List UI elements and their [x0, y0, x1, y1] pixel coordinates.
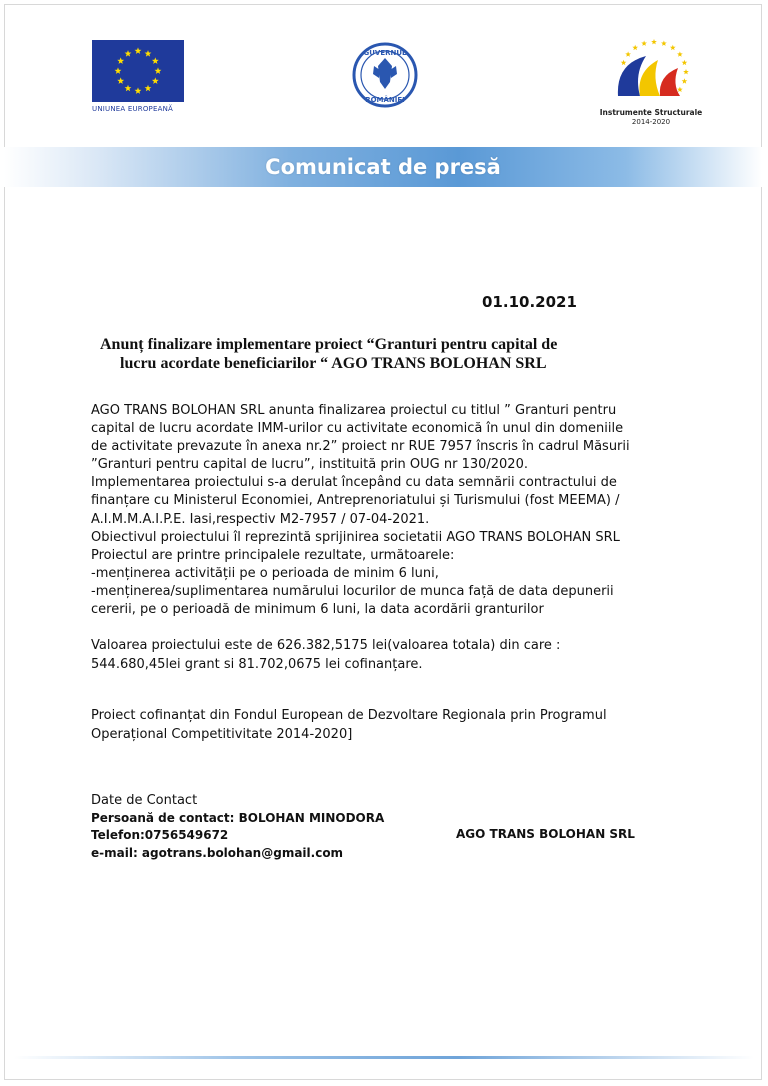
- body-line: ”Granturi pentru capital de lucru”, instituită prin OUG nr 130/2020.: [91, 457, 528, 473]
- eu-star-icon: [125, 85, 132, 92]
- value-line: 544.680,45lei grant si 81.702,0675 lei cofinanțare.: [91, 657, 423, 672]
- value-line: Valoarea proiectului este de 626.382,5175 lei(valoarea totala) din care :: [91, 638, 561, 653]
- is-star-icon: [677, 87, 683, 92]
- eu-caption: UNIUNEA EUROPEANĂ: [92, 105, 173, 113]
- contact-email: e-mail: agotrans.bolohan@gmail.com: [91, 845, 344, 860]
- is-star-icon: [677, 51, 683, 56]
- government-logo: [352, 42, 418, 108]
- eu-star-icon: [117, 77, 124, 84]
- cofin-line: Proiect cofinanțat din Fondul European de Dezvoltare Regionala prin Programul: [91, 708, 607, 723]
- eu-star-icon: [152, 57, 159, 64]
- is-star-icon: [670, 45, 676, 50]
- is-star-icon: [632, 45, 638, 50]
- eu-flag-icon: [92, 40, 184, 102]
- release-date: 01.10.2021: [482, 293, 577, 311]
- instrumente-structurale-logo: [596, 34, 706, 130]
- is-star-icon: [641, 40, 647, 45]
- title-line-2: lucru acordate beneficiarilor “ AGO TRANS BOLOHAN SRL: [120, 355, 547, 372]
- contact-person: Persoană de contact: BOLOHAN MINODORA: [91, 810, 385, 825]
- project-value: [91, 636, 691, 674]
- eu-logo: [92, 40, 186, 118]
- body-line: -menținerea/suplimentarea numărului locurilor de munca față de data depunerii: [91, 583, 614, 599]
- body-line: finanțare cu Ministerul Economiei, Antreprenoriatului și Turismului (fost MEEMA) /: [91, 493, 620, 509]
- cofinancing-note: [91, 706, 691, 744]
- is-caption-line2: 2014-2020: [631, 118, 671, 126]
- eu-star-icon: [155, 67, 162, 74]
- company-name: AGO TRANS BOLOHAN SRL: [456, 827, 635, 841]
- eu-star-icon: [115, 67, 122, 74]
- is-star-icon: [625, 51, 631, 56]
- body-line: cererii, pe o perioadă de minimum 6 luni, la data acordării granturilor: [91, 602, 544, 618]
- gov-text-top: GUVERNUL: [363, 49, 407, 57]
- is-star-icon: [683, 69, 689, 74]
- gov-text-bottom: ROMÂNIEI: [365, 96, 405, 104]
- contact-heading: Date de Contact: [91, 793, 198, 808]
- eu-star-icon: [135, 87, 142, 94]
- body-line: A.I.M.M.A.I.P.E. Iasi,respectiv M2-7957 / 07-04-2021.: [91, 511, 430, 527]
- is-star-icon: [651, 39, 657, 44]
- body-line: capital de lucru acordate IMM-urilor cu activitate economică în unul din domeniile: [91, 421, 624, 437]
- eu-star-icon: [135, 47, 142, 54]
- body-line: Obiectivul proiectului îl reprezintă sprijinirea societatii AGO TRANS BOLOHAN SRL: [91, 529, 620, 545]
- eu-star-icon: [152, 77, 159, 84]
- eu-star-icon: [125, 50, 132, 57]
- bottom-divider: [14, 1056, 754, 1059]
- eu-star-icon: [145, 85, 152, 92]
- body-line: Implementarea proiectului s-a derulat începând cu data semnării contractului de: [91, 475, 617, 491]
- body-line: -menținerea activității pe o perioada de minim 6 luni,: [91, 565, 439, 581]
- eu-star-icon: [117, 57, 124, 64]
- body-line: Proiectul are printre principalele rezultate, următoarele:: [91, 547, 455, 563]
- banner-title: Comunicat de presă: [265, 155, 501, 179]
- is-star-icon: [621, 60, 627, 65]
- cofin-line: Operațional Competitivitate 2014-2020]: [91, 727, 353, 742]
- title-line-1: Anunț finalizare implementare proiect “Granturi pentru capital de: [100, 336, 558, 353]
- is-star-icon: [661, 40, 667, 45]
- eu-star-icon: [145, 50, 152, 57]
- is-star-icon: [682, 60, 688, 65]
- is-star-icon: [682, 78, 688, 83]
- body-line: de activitate prevazute în anexa nr.2” proiect nr RUE 7957 înscris în cadrul Măsurii: [91, 439, 630, 455]
- contact-phone: Telefon:0756549672: [91, 828, 229, 842]
- body-text: [91, 402, 691, 619]
- body-line: AGO TRANS BOLOHAN SRL anunta finalizarea proiectul cu titlul ” Granturi pentru: [91, 403, 617, 418]
- romania-flag-swoosh-icon: [596, 34, 706, 108]
- press-release-banner: [4, 147, 762, 187]
- is-caption-line1: Instrumente Structurale: [599, 108, 703, 117]
- announcement-title: [100, 335, 620, 373]
